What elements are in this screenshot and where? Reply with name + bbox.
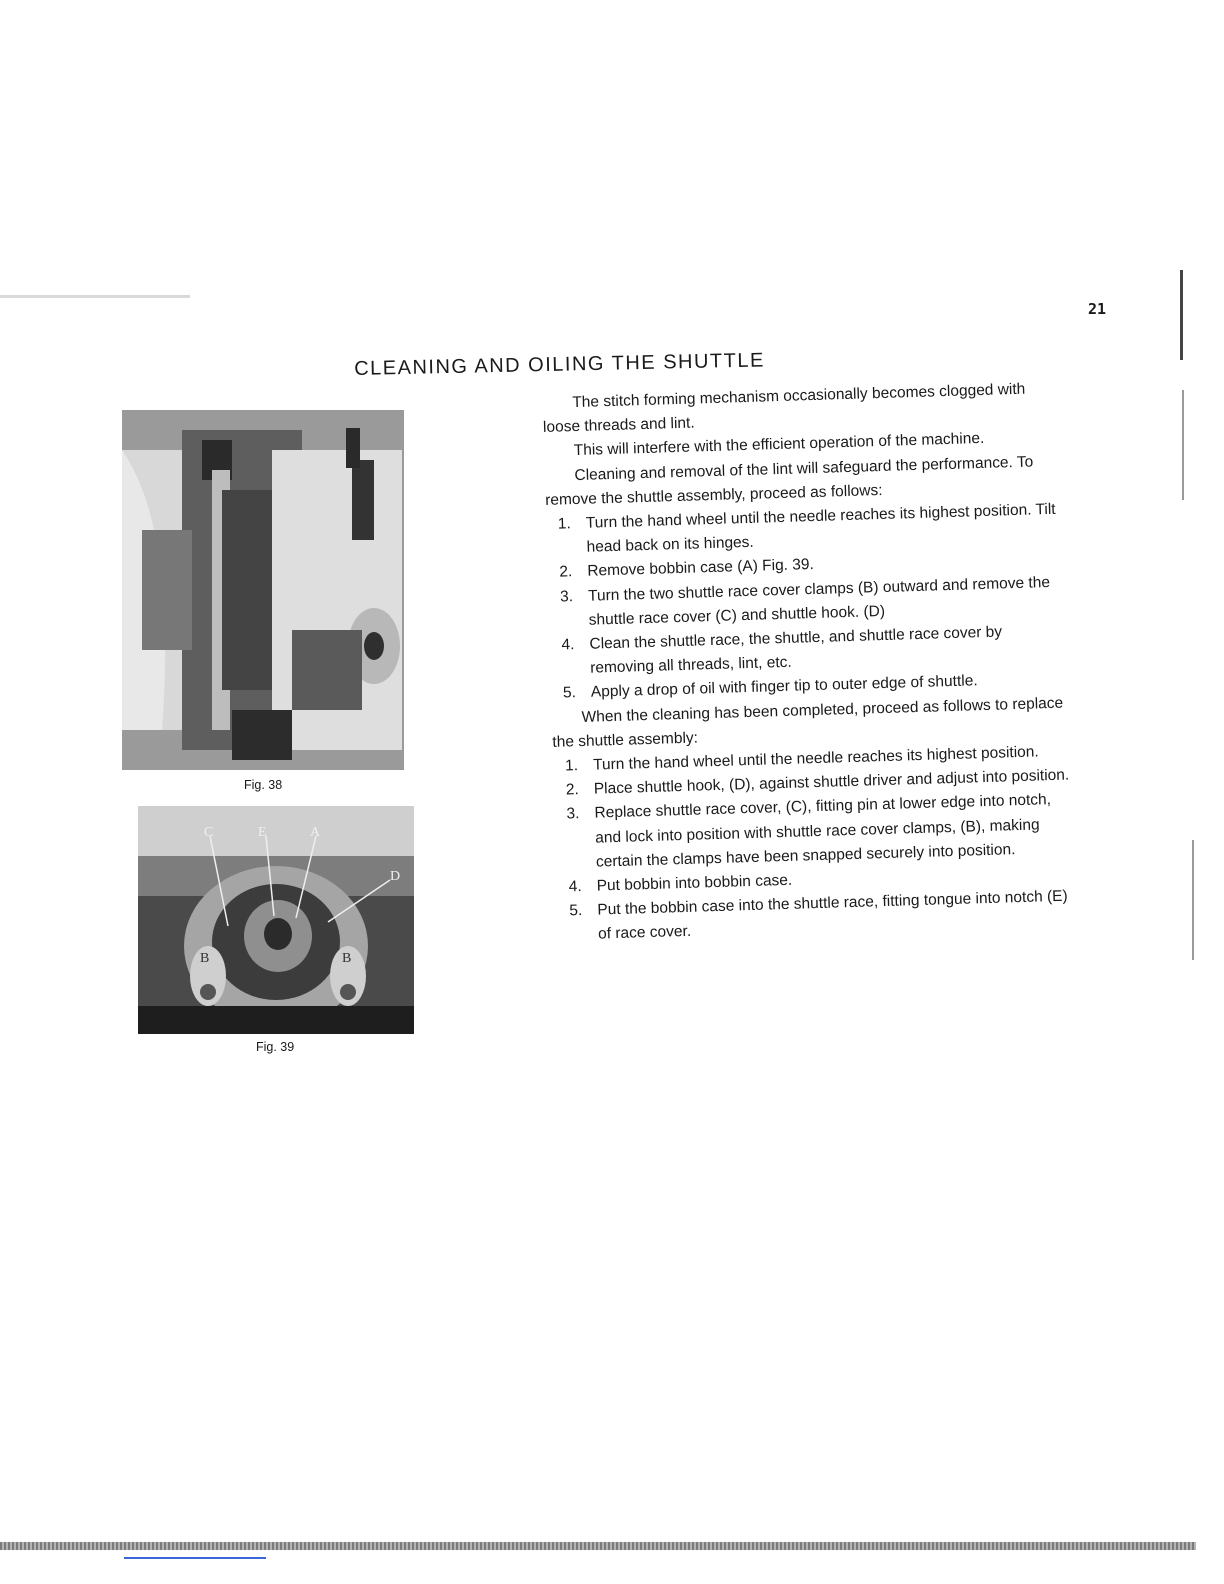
section-title: CLEANING AND OILING THE SHUTTLE [354,349,766,380]
figure-38-caption: Fig. 38 [244,778,283,792]
fig39-label-b-left: B [200,951,210,966]
step-number: 3. [559,587,574,606]
fig39-label-b-right: B [342,951,352,966]
scan-edge-mark [1182,390,1184,500]
figure-39-photo [138,806,414,1034]
step-text: Place shuttle hook, (D), against shuttle driver and adjust into position. [593,766,1070,798]
step-number: 2. [565,781,580,799]
instructions-text [542,377,1078,949]
step-number: 4. [561,636,575,654]
step-text: Turn the hand wheel until the needle reaches its highest position. [592,743,1039,774]
fig39-label-e: E [258,825,267,840]
step-text: Put bobbin into bobbin case. [596,871,793,895]
step-text: Turn the two shuttle race cover clamps (B) outward and remove the shuttle race cover (C) and shuttle hook. (D) [587,573,1051,629]
step-text: Turn the hand wheel until the needle reaches its highest position. Tilt head back on its hinges. [585,500,1056,556]
bottom-rule [0,1542,1196,1550]
step-number: 5. [562,684,577,702]
scan-edge-mark [0,295,190,298]
sewing-machine-head-illustration [122,410,404,770]
step-text: Put the bobbin case into the shuttle race, fitting tongue into notch (E) of race cover. [597,887,1068,944]
step-text: Replace shuttle race cover, (C), fitting pin at lower edge into notch, and lock into position with shuttle race cover clamps, (B), making certain the clamps have been snapped securely into position. [594,791,1052,871]
figure-38-photo [122,410,404,770]
shuttle-race-illustration [138,806,414,1034]
fig39-label-c: C [204,825,214,840]
step-number: 4. [568,878,582,896]
scan-edge-mark [1192,840,1194,960]
figure-39-caption: Fig. 39 [256,1040,295,1054]
step-number: 2. [559,563,573,581]
step-text: Clean the shuttle race, the shuttle, and shuttle race cover by removing all threads, lint, etc. [589,623,1003,677]
transition-paragraph: When the cleaning has been completed, proceed as follows to replace the shuttle assembly: [552,694,1064,751]
step-number: 5. [569,902,583,920]
intro-paragraph-3: Cleaning and removal of the lint will safeguard the performance. To remove the shuttle assembly, proceed as follows: [544,453,1034,509]
step-number: 3. [566,805,580,823]
fig39-label-a: A [310,825,321,840]
blue-underline [124,1557,266,1559]
step-text: Remove bobbin case (A) Fig. 39. [587,556,815,581]
scan-edge-mark [1180,270,1183,360]
fig39-label-d: D [390,869,401,884]
step-number: 1. [557,515,572,533]
page-number: 21 [1088,300,1107,318]
intro-paragraph-2: This will interfere with the efficient operation of the machine. [573,430,985,460]
intro-paragraph-1: The stitch forming mechanism occasionally becomes clogged with loose threads and lint. [542,380,1026,437]
step-text: Apply a drop of oil with finger tip to outer edge of shuttle. [590,672,978,702]
step-number: 1. [564,757,579,775]
